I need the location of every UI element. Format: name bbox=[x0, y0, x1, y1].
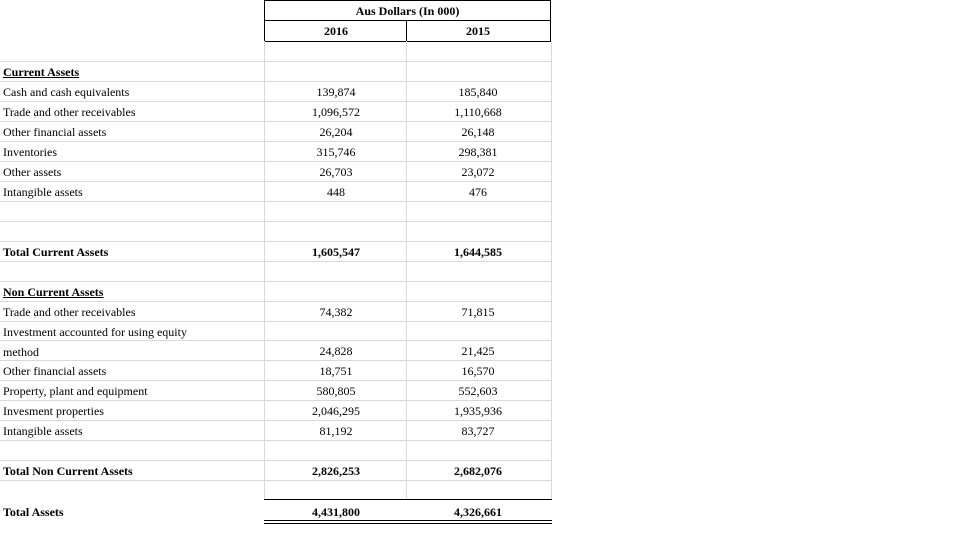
gridline bbox=[0, 420, 552, 421]
value-2015: 83,727 bbox=[461, 424, 495, 438]
gridline bbox=[0, 321, 552, 322]
value-2016: 1,096,572 bbox=[312, 105, 360, 119]
value-2016: 580,805 bbox=[316, 384, 356, 398]
total-current-assets-2015: 1,644,585 bbox=[454, 245, 502, 259]
gridline bbox=[0, 101, 552, 102]
row-label: Intangible assets bbox=[3, 424, 83, 438]
row-label: Other financial assets bbox=[3, 125, 107, 139]
total-non-current-assets-label: Total Non Current Assets bbox=[3, 464, 133, 478]
gridline bbox=[0, 480, 552, 481]
total-top-rule bbox=[264, 499, 552, 500]
gridline bbox=[0, 440, 552, 441]
row-label: Other assets bbox=[3, 165, 62, 179]
current-assets-heading: Current Assets bbox=[3, 65, 80, 79]
value-2015: 23,072 bbox=[461, 165, 495, 179]
total-assets-label: Total Assets bbox=[3, 505, 64, 519]
value-2016: 139,874 bbox=[316, 85, 356, 99]
total-assets-2015: 4,326,661 bbox=[454, 505, 502, 519]
total-double-rule-2 bbox=[264, 523, 552, 524]
gridline bbox=[0, 141, 552, 142]
gridline bbox=[0, 360, 552, 361]
value-2015: 552,603 bbox=[458, 384, 498, 398]
row-label: Trade and other receivables bbox=[3, 305, 136, 319]
total-current-assets-label: Total Current Assets bbox=[3, 245, 109, 259]
currency-title: Aus Dollars (In 000) bbox=[355, 4, 460, 18]
row-label: Other financial assets bbox=[3, 364, 107, 378]
value-2015: 298,381 bbox=[458, 145, 498, 159]
gridline-vertical bbox=[406, 41, 407, 499]
row-label: Intangible assets bbox=[3, 185, 83, 199]
total-assets-2016: 4,431,800 bbox=[312, 505, 360, 519]
year-2016-header: 2016 bbox=[324, 24, 348, 38]
value-2016: 26,204 bbox=[319, 125, 353, 139]
gridline bbox=[0, 281, 552, 282]
gridline bbox=[0, 400, 552, 401]
value-2016: 26,703 bbox=[319, 165, 353, 179]
gridline bbox=[0, 121, 552, 122]
value-2016: 74,382 bbox=[319, 305, 353, 319]
gridline bbox=[0, 221, 552, 222]
total-current-assets-2016: 1,605,547 bbox=[312, 245, 360, 259]
gridline bbox=[0, 81, 552, 82]
value-2016: 2,046,295 bbox=[312, 404, 360, 418]
gridline bbox=[0, 181, 552, 182]
year-2015-header: 2015 bbox=[466, 24, 490, 38]
gridline-vertical bbox=[264, 41, 265, 499]
row-label: method bbox=[3, 345, 39, 359]
value-2015: 1,935,936 bbox=[454, 404, 502, 418]
gridline-vertical bbox=[551, 41, 552, 499]
value-2015: 21,425 bbox=[461, 344, 495, 358]
value-2015: 1,110,668 bbox=[454, 105, 502, 119]
row-label: Cash and cash equivalents bbox=[3, 85, 130, 99]
gridline bbox=[0, 340, 552, 341]
value-2016: 81,192 bbox=[319, 424, 353, 438]
gridline bbox=[0, 460, 552, 461]
gridline bbox=[0, 301, 552, 302]
value-2016: 18,751 bbox=[319, 364, 353, 378]
row-label: Inventories bbox=[3, 145, 57, 159]
total-double-rule-1 bbox=[264, 520, 552, 521]
non-current-assets-heading: Non Current Assets bbox=[3, 285, 104, 299]
value-2016: 315,746 bbox=[316, 145, 356, 159]
gridline bbox=[0, 61, 552, 62]
value-2015: 16,570 bbox=[461, 364, 495, 378]
row-label: Property, plant and equipment bbox=[3, 384, 148, 398]
value-2015: 71,815 bbox=[461, 305, 495, 319]
row-label: Investment accounted for using equity bbox=[3, 325, 187, 339]
gridline bbox=[0, 201, 552, 202]
value-2015: 26,148 bbox=[461, 125, 495, 139]
gridline bbox=[0, 261, 552, 262]
gridline bbox=[0, 161, 552, 162]
value-2015: 185,840 bbox=[458, 85, 498, 99]
row-label: Invesment properties bbox=[3, 404, 104, 418]
gridline bbox=[0, 380, 552, 381]
value-2016: 24,828 bbox=[319, 344, 353, 358]
gridline bbox=[0, 241, 552, 242]
total-non-current-assets-2015: 2,682,076 bbox=[454, 464, 502, 478]
row-label: Trade and other receivables bbox=[3, 105, 136, 119]
value-2015: 476 bbox=[469, 185, 487, 199]
total-non-current-assets-2016: 2,826,253 bbox=[312, 464, 360, 478]
value-2016: 448 bbox=[327, 185, 345, 199]
